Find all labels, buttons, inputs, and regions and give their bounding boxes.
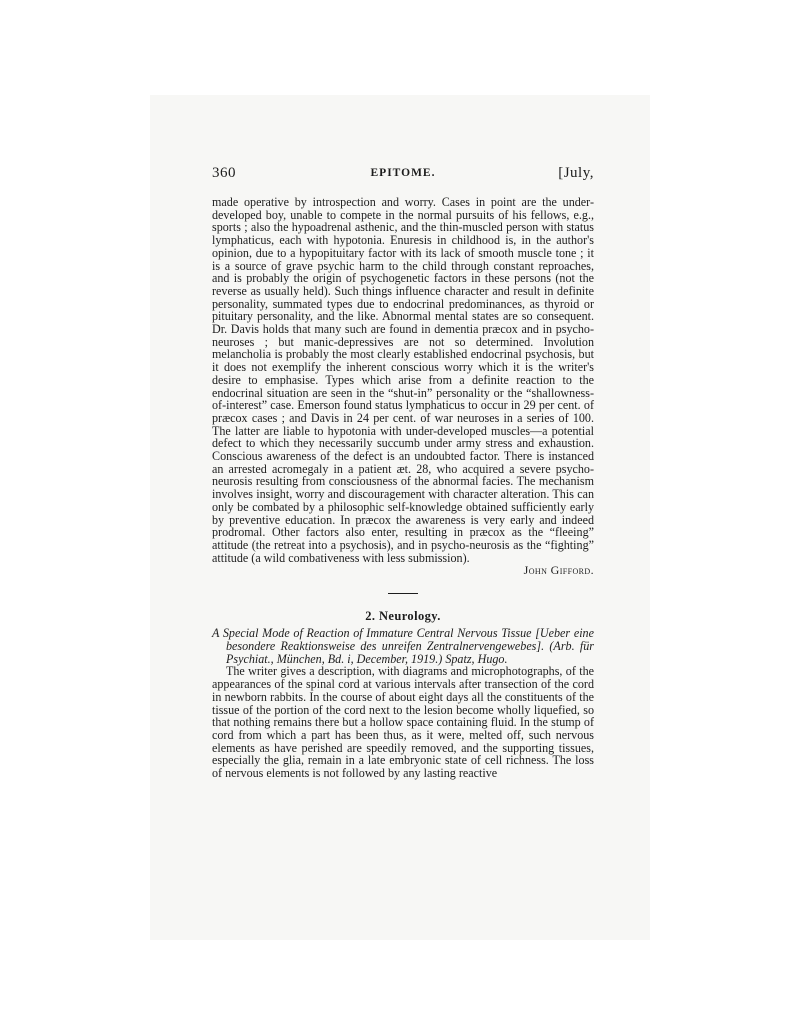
citation-title: A Special Mode of Reaction of Immature Central Nervous Tissue [212,626,532,641]
section-heading: 2. Neurology. [365,609,441,624]
issue-date: [July, [558,165,594,181]
citation-journal: (Arb. für Psychiat., München, Bd. i, December, 1919.) [226,638,594,666]
author-signature: John Gifford. [523,563,594,578]
running-title: EPITOME. [370,167,436,179]
journal-page [212,165,594,780]
page-number: 360 [212,165,236,181]
abstract-paragraph: The writer gives a description, with diagrams and microphotographs, of the appearances of the spinal cord at various intervals after transection of the cord in newborn rabbits. In the course of about eight days all the constituents of the tissue of the portion of the cord next to the lesion become wholly liquefied, so that nothing remains there but a hollow space containing fluid. In the stump of cord from which a part has been thus, as it were, melted off, such nervous elements as have perished are speedily removed, and the supporting tissues, especially the glia, remain in a late embryonic state of cell richness. The loss of nervous elements is not followed by any lasting reactive [212,664,594,781]
epitome-paragraph: made operative by introspection and worry. Cases in point are the under-developed boy, unable to compete in the normal pursuits of his fellows, e.g., sports ; also the hypoadrenal asthenic, and the thin-muscled person with status lymphaticus, each with hypotonia. Enuresis in childhood is, in the author's opinion, due to a hypopituitary factor with its lack of smooth muscle tone ; it is a source of grave psychic harm to the child through constant reproaches, and is probably the origin of psychogenetic factors in these persons (not the reverse as usually held). Such things influence character and result in definite personality, summated types due to endocrinal predominances, as thyroid or pituitary personality, and the like. Abnormal mental states are so consequent. Dr. Davis holds that many such are found in dementia præcox and in psycho-neuroses ; but manic-depressives are not so determined. Involution melancholia is probably the most clearly established endocrinal psychosis, but it does not exemplify the inherent conscious worry which it is the writer's desire to emphasise. Types which arise from a definite reaction to the endocrinal situation are seen in the “shut-in” personality or the “shallowness-of-interest” case. Emerson found status lymphaticus to occur in 29 per cent. of præcox cases ; and Davis in 24 per cent. of war neuroses in a series of 100. The latter are liable to hypotonia with under-developed muscles—a potential defect to which they necessarily succumb under army stress and exhaustion. Conscious awareness of the defect is an undoubted factor. There is instanced an arrested acromegaly in a patient æt. 28, who acquired a severe psycho-neurosis resulting from consciousness of the abnormal facies. The mechanism involves insight, worry and discouragement with character alteration. This can only be combated by a philosophic self-knowledge obtained sufficiently early by preventive education. In præcox the awareness is very early and indeed prodromal. Other factors also enter, resulting in præcox as the “fleeing” attitude (the retreat into a psychosis), and in psycho-neurosis as the “fighting” attitude (a wild combativeness with less submission). [212,195,594,565]
section-divider [388,593,418,594]
citation-author: Spatz, Hugo. [445,651,508,666]
article-body [212,196,594,780]
citation-german-title: [Ueber eine besondere Reaktionsweise des unreifen Zentralnervengewebes]. [226,626,594,653]
article-citation [212,627,594,665]
page-header [212,165,594,187]
